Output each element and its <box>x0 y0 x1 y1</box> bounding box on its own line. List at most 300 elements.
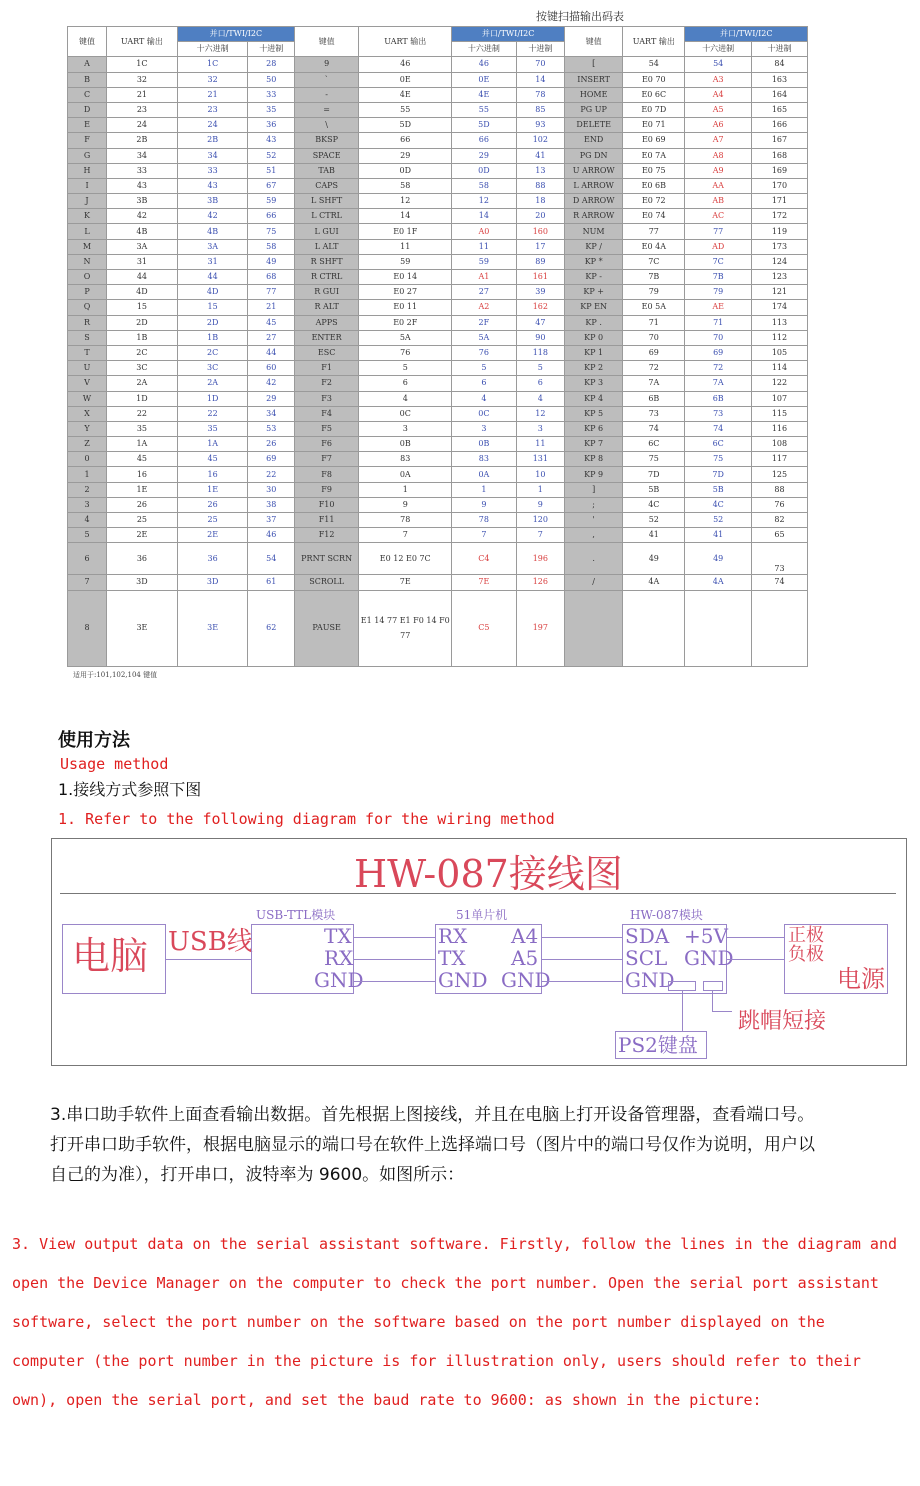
uart-cell: 1B <box>107 330 178 345</box>
hex-cell: C4 <box>452 543 516 575</box>
table-title: 按键扫描输出码表 <box>536 10 624 23</box>
uart-cell: 75 <box>623 452 685 467</box>
dec-cell: 107 <box>751 391 807 406</box>
dec-cell: 43 <box>248 133 294 148</box>
hex-cell: A1 <box>452 270 516 285</box>
computer-label: 电脑 <box>72 934 149 978</box>
key-cell: CAPS <box>294 178 358 193</box>
key-cell: 8 <box>68 590 107 666</box>
hex-cell: 4E <box>452 87 516 102</box>
table-note: 适用于:101,102,104 键值 <box>73 671 158 679</box>
hw-gnd: GND <box>625 968 675 992</box>
key-cell: TAB <box>294 163 358 178</box>
key-cell: PAUSE <box>294 590 358 666</box>
hex-cell: 4A <box>685 575 752 590</box>
hex-cell: 1D <box>177 391 248 406</box>
table-row <box>68 376 808 391</box>
key-cell: R <box>68 315 107 330</box>
key-cell: F11 <box>294 513 358 528</box>
hex-cell: 49 <box>685 543 752 575</box>
ps2-line <box>682 991 683 1031</box>
hex-cell: 69 <box>685 345 752 360</box>
uart-cell: 24 <box>107 118 178 133</box>
uart-cell: E0 4A <box>623 239 685 254</box>
step1-cn: 1.接线方式参照下图 <box>58 780 202 799</box>
key-cell: KP 7 <box>565 437 623 452</box>
key-cell: R GUI <box>294 285 358 300</box>
uart-cell: 5B <box>623 482 685 497</box>
dec-cell: 77 <box>248 285 294 300</box>
key-cell: INSERT <box>565 72 623 87</box>
hex-cell: 7A <box>685 376 752 391</box>
header-group: 并口/TWI/I2C <box>452 27 565 42</box>
uart-cell: E1 14 77 E1 F0 14 F0 77 <box>359 590 452 666</box>
key-cell: F4 <box>294 406 358 421</box>
dec-cell: 173 <box>751 239 807 254</box>
table-row <box>68 72 808 87</box>
dec-cell: 54 <box>248 543 294 575</box>
dec-cell: 168 <box>751 148 807 163</box>
uart-cell: 78 <box>359 513 452 528</box>
hex-cell: 83 <box>452 452 516 467</box>
usb-cable-line <box>166 959 251 960</box>
dec-cell: 162 <box>516 300 565 315</box>
dec-cell: 90 <box>516 330 565 345</box>
hex-cell: 1 <box>452 482 516 497</box>
key-cell: Y <box>68 421 107 436</box>
dec-cell: 34 <box>248 406 294 421</box>
uart-cell: 33 <box>107 163 178 178</box>
key-cell: END <box>565 133 623 148</box>
key-cell: ` <box>294 72 358 87</box>
hex-cell: 5B <box>685 482 752 497</box>
dec-cell: 172 <box>751 209 807 224</box>
hex-cell: 0E <box>452 72 516 87</box>
key-cell: P <box>68 285 107 300</box>
key-cell: F1 <box>294 361 358 376</box>
dec-cell: 3 <box>516 421 565 436</box>
dec-cell: 121 <box>751 285 807 300</box>
hex-cell: 12 <box>452 194 516 209</box>
dec-cell: 65 <box>751 528 807 543</box>
key-cell: F5 <box>294 421 358 436</box>
header-uart: UART 输出 <box>623 27 685 57</box>
key-cell: F8 <box>294 467 358 482</box>
dec-cell: 11 <box>516 437 565 452</box>
hex-cell: 75 <box>685 452 752 467</box>
dec-cell: 93 <box>516 118 565 133</box>
table-row <box>68 452 808 467</box>
uart-cell: 45 <box>107 452 178 467</box>
uart-cell: 7A <box>623 376 685 391</box>
hw-label: HW-087模块 <box>630 908 703 922</box>
hex-cell: C5 <box>452 590 516 666</box>
dec-cell: 174 <box>751 300 807 315</box>
dec-cell: 123 <box>751 270 807 285</box>
key-cell: KP 5 <box>565 406 623 421</box>
dec-cell: 28 <box>248 57 294 72</box>
hex-cell: 3 <box>452 421 516 436</box>
uart-cell: 3E <box>107 590 178 666</box>
header-group: 并口/TWI/I2C <box>177 27 294 42</box>
key-cell: J <box>68 194 107 209</box>
hex-cell: 16 <box>177 467 248 482</box>
header-hex: 十六进制 <box>177 42 248 57</box>
usb-ttl-gnd: GND <box>314 968 364 992</box>
hex-cell: 2A <box>177 376 248 391</box>
dec-cell: 20 <box>516 209 565 224</box>
dec-cell: 58 <box>248 239 294 254</box>
key-cell: KP EN <box>565 300 623 315</box>
dec-cell: 169 <box>751 163 807 178</box>
uart-cell: 2E <box>107 528 178 543</box>
uart-cell: 3D <box>107 575 178 590</box>
hex-cell: 24 <box>177 118 248 133</box>
hex-cell: 3B <box>177 194 248 209</box>
table-row <box>68 285 808 300</box>
hex-cell: A5 <box>685 102 752 117</box>
usb-ttl-tx: TX <box>324 924 352 948</box>
uart-cell: 5 <box>359 361 452 376</box>
dec-cell: 165 <box>751 102 807 117</box>
uart-cell: 1E <box>107 482 178 497</box>
dec-cell: 171 <box>751 194 807 209</box>
key-cell: KP . <box>565 315 623 330</box>
uart-cell: E0 11 <box>359 300 452 315</box>
hex-cell: 3E <box>177 590 248 666</box>
hex-cell: 4B <box>177 224 248 239</box>
hex-cell: A7 <box>685 133 752 148</box>
uart-cell: E0 6B <box>623 178 685 193</box>
dec-cell: 73 <box>751 543 807 575</box>
key-cell: ESC <box>294 345 358 360</box>
uart-cell: 22 <box>107 406 178 421</box>
dec-cell: 75 <box>248 224 294 239</box>
mcu-a5: A5 <box>511 946 539 970</box>
key-cell: F9 <box>294 482 358 497</box>
key-cell: ; <box>565 497 623 512</box>
key-cell: KP 1 <box>565 345 623 360</box>
table-row <box>68 391 808 406</box>
dec-cell: 160 <box>516 224 565 239</box>
mcu-tx: TX <box>438 946 466 970</box>
dec-cell: 37 <box>248 513 294 528</box>
dec-cell: 82 <box>751 513 807 528</box>
hex-cell: 7B <box>685 270 752 285</box>
uart-cell: 73 <box>623 406 685 421</box>
uart-cell: 44 <box>107 270 178 285</box>
ps2-connector <box>668 981 696 991</box>
uart-cell: 26 <box>107 497 178 512</box>
dec-cell: 69 <box>248 452 294 467</box>
hex-cell: 70 <box>685 330 752 345</box>
mcu-label: 51单片机 <box>456 908 508 922</box>
dec-cell: 22 <box>248 467 294 482</box>
key-cell: F <box>68 133 107 148</box>
table-row <box>68 421 808 436</box>
table-body <box>68 57 808 666</box>
dec-cell: 116 <box>751 421 807 436</box>
uart-cell: 2D <box>107 315 178 330</box>
hex-cell: 4C <box>685 497 752 512</box>
dec-cell: 46 <box>248 528 294 543</box>
key-cell: = <box>294 102 358 117</box>
dec-cell: 118 <box>516 345 565 360</box>
key-cell: L CTRL <box>294 209 358 224</box>
uart-cell: E0 5A <box>623 300 685 315</box>
dec-cell: 112 <box>751 330 807 345</box>
dec-cell: 89 <box>516 254 565 269</box>
hex-cell: 6 <box>452 376 516 391</box>
key-cell: R ALT <box>294 300 358 315</box>
dec-cell: 115 <box>751 406 807 421</box>
key-cell: 7 <box>68 575 107 590</box>
key-cell: O <box>68 270 107 285</box>
key-cell: F7 <box>294 452 358 467</box>
key-cell: R CTRL <box>294 270 358 285</box>
uart-cell: 14 <box>359 209 452 224</box>
table-row <box>68 254 808 269</box>
key-cell: APPS <box>294 315 358 330</box>
dec-cell: 113 <box>751 315 807 330</box>
dec-cell: 42 <box>248 376 294 391</box>
hex-cell: 6C <box>685 437 752 452</box>
key-cell: PRNT SCRN <box>294 543 358 575</box>
key-cell: BKSP <box>294 133 358 148</box>
key-cell: H <box>68 163 107 178</box>
uart-cell: 6C <box>623 437 685 452</box>
power-negative: 负极 <box>788 944 824 965</box>
uart-cell: 7D <box>623 467 685 482</box>
header-dec: 十进制 <box>248 42 294 57</box>
hex-cell: 2B <box>177 133 248 148</box>
hex-cell: 4D <box>177 285 248 300</box>
uart-cell: 9 <box>359 497 452 512</box>
wire-a5-scl <box>542 959 622 960</box>
table-row <box>68 406 808 421</box>
header-key: 键值 <box>294 27 358 57</box>
hex-cell <box>685 590 752 666</box>
header-dec: 十进制 <box>516 42 565 57</box>
dec-cell: 108 <box>751 437 807 452</box>
key-cell: I <box>68 178 107 193</box>
hex-cell: 29 <box>452 148 516 163</box>
table-row <box>68 345 808 360</box>
key-cell: T <box>68 345 107 360</box>
diagram-title: HW-087接线图 <box>354 852 623 896</box>
dec-cell: 161 <box>516 270 565 285</box>
hex-cell: A8 <box>685 148 752 163</box>
table-row <box>68 437 808 452</box>
key-cell: D ARROW <box>565 194 623 209</box>
key-cell: PG DN <box>565 148 623 163</box>
uart-cell: E0 72 <box>623 194 685 209</box>
step1-en: 1. Refer to the following diagram for the wiring method <box>58 810 555 828</box>
uart-cell: E0 75 <box>623 163 685 178</box>
key-cell: L SHFT <box>294 194 358 209</box>
uart-cell: 76 <box>359 345 452 360</box>
uart-cell: 3 <box>359 421 452 436</box>
hex-cell: 1B <box>177 330 248 345</box>
usage-heading-cn: 使用方法 <box>58 730 130 751</box>
uart-cell: 77 <box>623 224 685 239</box>
hex-cell: 34 <box>177 148 248 163</box>
table-row <box>68 118 808 133</box>
mcu-gnd: GND <box>438 968 488 992</box>
hex-cell: 36 <box>177 543 248 575</box>
power-positive: 正极 <box>788 925 824 946</box>
usb-ttl-label: USB-TTL模块 <box>256 908 336 922</box>
key-cell: 5 <box>68 528 107 543</box>
key-cell: F2 <box>294 376 358 391</box>
dec-cell: 163 <box>751 72 807 87</box>
dec-cell: 124 <box>751 254 807 269</box>
dec-cell: 50 <box>248 72 294 87</box>
hex-cell: 0A <box>452 467 516 482</box>
dec-cell: 117 <box>751 452 807 467</box>
uart-cell: E0 7A <box>623 148 685 163</box>
jumper-label: 跳帽短接 <box>738 1009 827 1034</box>
hex-cell: 1C <box>177 57 248 72</box>
hex-cell: 66 <box>452 133 516 148</box>
wire-gnd <box>354 981 435 982</box>
uart-cell: 0D <box>359 163 452 178</box>
uart-cell: 52 <box>623 513 685 528</box>
uart-cell: 70 <box>623 330 685 345</box>
step3-en: 3. View output data on the serial assistant software. Firstly, follow the lines in the diagram and open the Device Manager on the computer to check the port number. Open the serial port assistant software, select the port number on the software based on the port number displayed on the computer (the port number in the picture is for illustration only, users should refer to their own), open the serial port, and set the baud rate to 9600: as shown in the picture: <box>12 1235 898 1409</box>
dec-cell: 17 <box>516 239 565 254</box>
hw-5v: +5V <box>684 924 728 948</box>
dec-cell: 84 <box>751 57 807 72</box>
mcu-a4: A4 <box>511 924 539 948</box>
uart-cell: 4E <box>359 87 452 102</box>
hex-cell: 4 <box>452 391 516 406</box>
hex-cell: 2D <box>177 315 248 330</box>
hex-cell: 6B <box>685 391 752 406</box>
header-group: 并口/TWI/I2C <box>685 27 808 42</box>
header-hex: 十六进制 <box>685 42 752 57</box>
key-cell: KP 0 <box>565 330 623 345</box>
uart-cell: 4C <box>623 497 685 512</box>
key-cell: Q <box>68 300 107 315</box>
hex-cell: 41 <box>685 528 752 543</box>
uart-cell: 46 <box>359 57 452 72</box>
key-cell: ] <box>565 482 623 497</box>
uart-cell: 23 <box>107 102 178 117</box>
hw-sda: SDA <box>625 924 670 948</box>
table-row <box>68 102 808 117</box>
uart-cell: 43 <box>107 178 178 193</box>
key-cell: , <box>565 528 623 543</box>
dec-cell: 30 <box>248 482 294 497</box>
uart-cell: E0 14 <box>359 270 452 285</box>
scan-code-table <box>67 26 808 667</box>
uart-cell: 35 <box>107 421 178 436</box>
table-row <box>68 224 808 239</box>
key-cell: 6 <box>68 543 107 575</box>
key-cell: KP 6 <box>565 421 623 436</box>
uart-cell: 4A <box>623 575 685 590</box>
dec-cell: 29 <box>248 391 294 406</box>
key-cell: E <box>68 118 107 133</box>
key-cell: ENTER <box>294 330 358 345</box>
jumper-line <box>712 991 713 1011</box>
wiring-diagram <box>51 838 907 1066</box>
uart-cell: 1C <box>107 57 178 72</box>
uart-cell: 71 <box>623 315 685 330</box>
uart-cell: E0 69 <box>623 133 685 148</box>
dec-cell: 27 <box>248 330 294 345</box>
key-cell: L GUI <box>294 224 358 239</box>
dec-cell: 70 <box>516 57 565 72</box>
hex-cell: 59 <box>452 254 516 269</box>
uart-cell: E0 6C <box>623 87 685 102</box>
header-key: 键值 <box>68 27 107 57</box>
hex-cell: 78 <box>452 513 516 528</box>
table-row <box>68 239 808 254</box>
hex-cell: 27 <box>452 285 516 300</box>
uart-cell: E0 71 <box>623 118 685 133</box>
uart-cell: 25 <box>107 513 178 528</box>
key-cell: KP * <box>565 254 623 269</box>
dec-cell: 131 <box>516 452 565 467</box>
uart-cell: E0 74 <box>623 209 685 224</box>
key-cell: A <box>68 57 107 72</box>
dec-cell: 6 <box>516 376 565 391</box>
uart-cell: 54 <box>623 57 685 72</box>
hex-cell: 7D <box>685 467 752 482</box>
table-row <box>68 133 808 148</box>
hex-cell: 73 <box>685 406 752 421</box>
dec-cell: 36 <box>248 118 294 133</box>
key-cell: L ALT <box>294 239 358 254</box>
dec-cell: 14 <box>516 72 565 87</box>
title-divider <box>60 893 896 894</box>
key-cell: G <box>68 148 107 163</box>
uart-cell: 55 <box>359 102 452 117</box>
dec-cell: 197 <box>516 590 565 666</box>
key-cell: KP 3 <box>565 376 623 391</box>
hex-cell: 1E <box>177 482 248 497</box>
uart-cell: 58 <box>359 178 452 193</box>
dec-cell: 126 <box>516 575 565 590</box>
power-label: 电源 <box>837 965 885 993</box>
hex-cell: 55 <box>452 102 516 117</box>
hex-cell: AC <box>685 209 752 224</box>
hex-cell: 3D <box>177 575 248 590</box>
key-cell: SPACE <box>294 148 358 163</box>
key-cell: 4 <box>68 513 107 528</box>
ps2-label: PS2键盘 <box>618 1033 698 1057</box>
dec-cell: 59 <box>248 194 294 209</box>
uart-cell: 0A <box>359 467 452 482</box>
wire-a4-sda <box>542 937 622 938</box>
key-cell: D <box>68 102 107 117</box>
uart-cell: 6 <box>359 376 452 391</box>
key-cell: DELETE <box>565 118 623 133</box>
dec-cell: 35 <box>248 102 294 117</box>
uart-cell: 4B <box>107 224 178 239</box>
key-cell: NUM <box>565 224 623 239</box>
key-cell: - <box>294 87 358 102</box>
key-cell: S <box>68 330 107 345</box>
dec-cell: 10 <box>516 467 565 482</box>
dec-cell: 33 <box>248 87 294 102</box>
key-cell: X <box>68 406 107 421</box>
dec-cell: 120 <box>516 513 565 528</box>
hex-cell: 5 <box>452 361 516 376</box>
key-cell: F6 <box>294 437 358 452</box>
